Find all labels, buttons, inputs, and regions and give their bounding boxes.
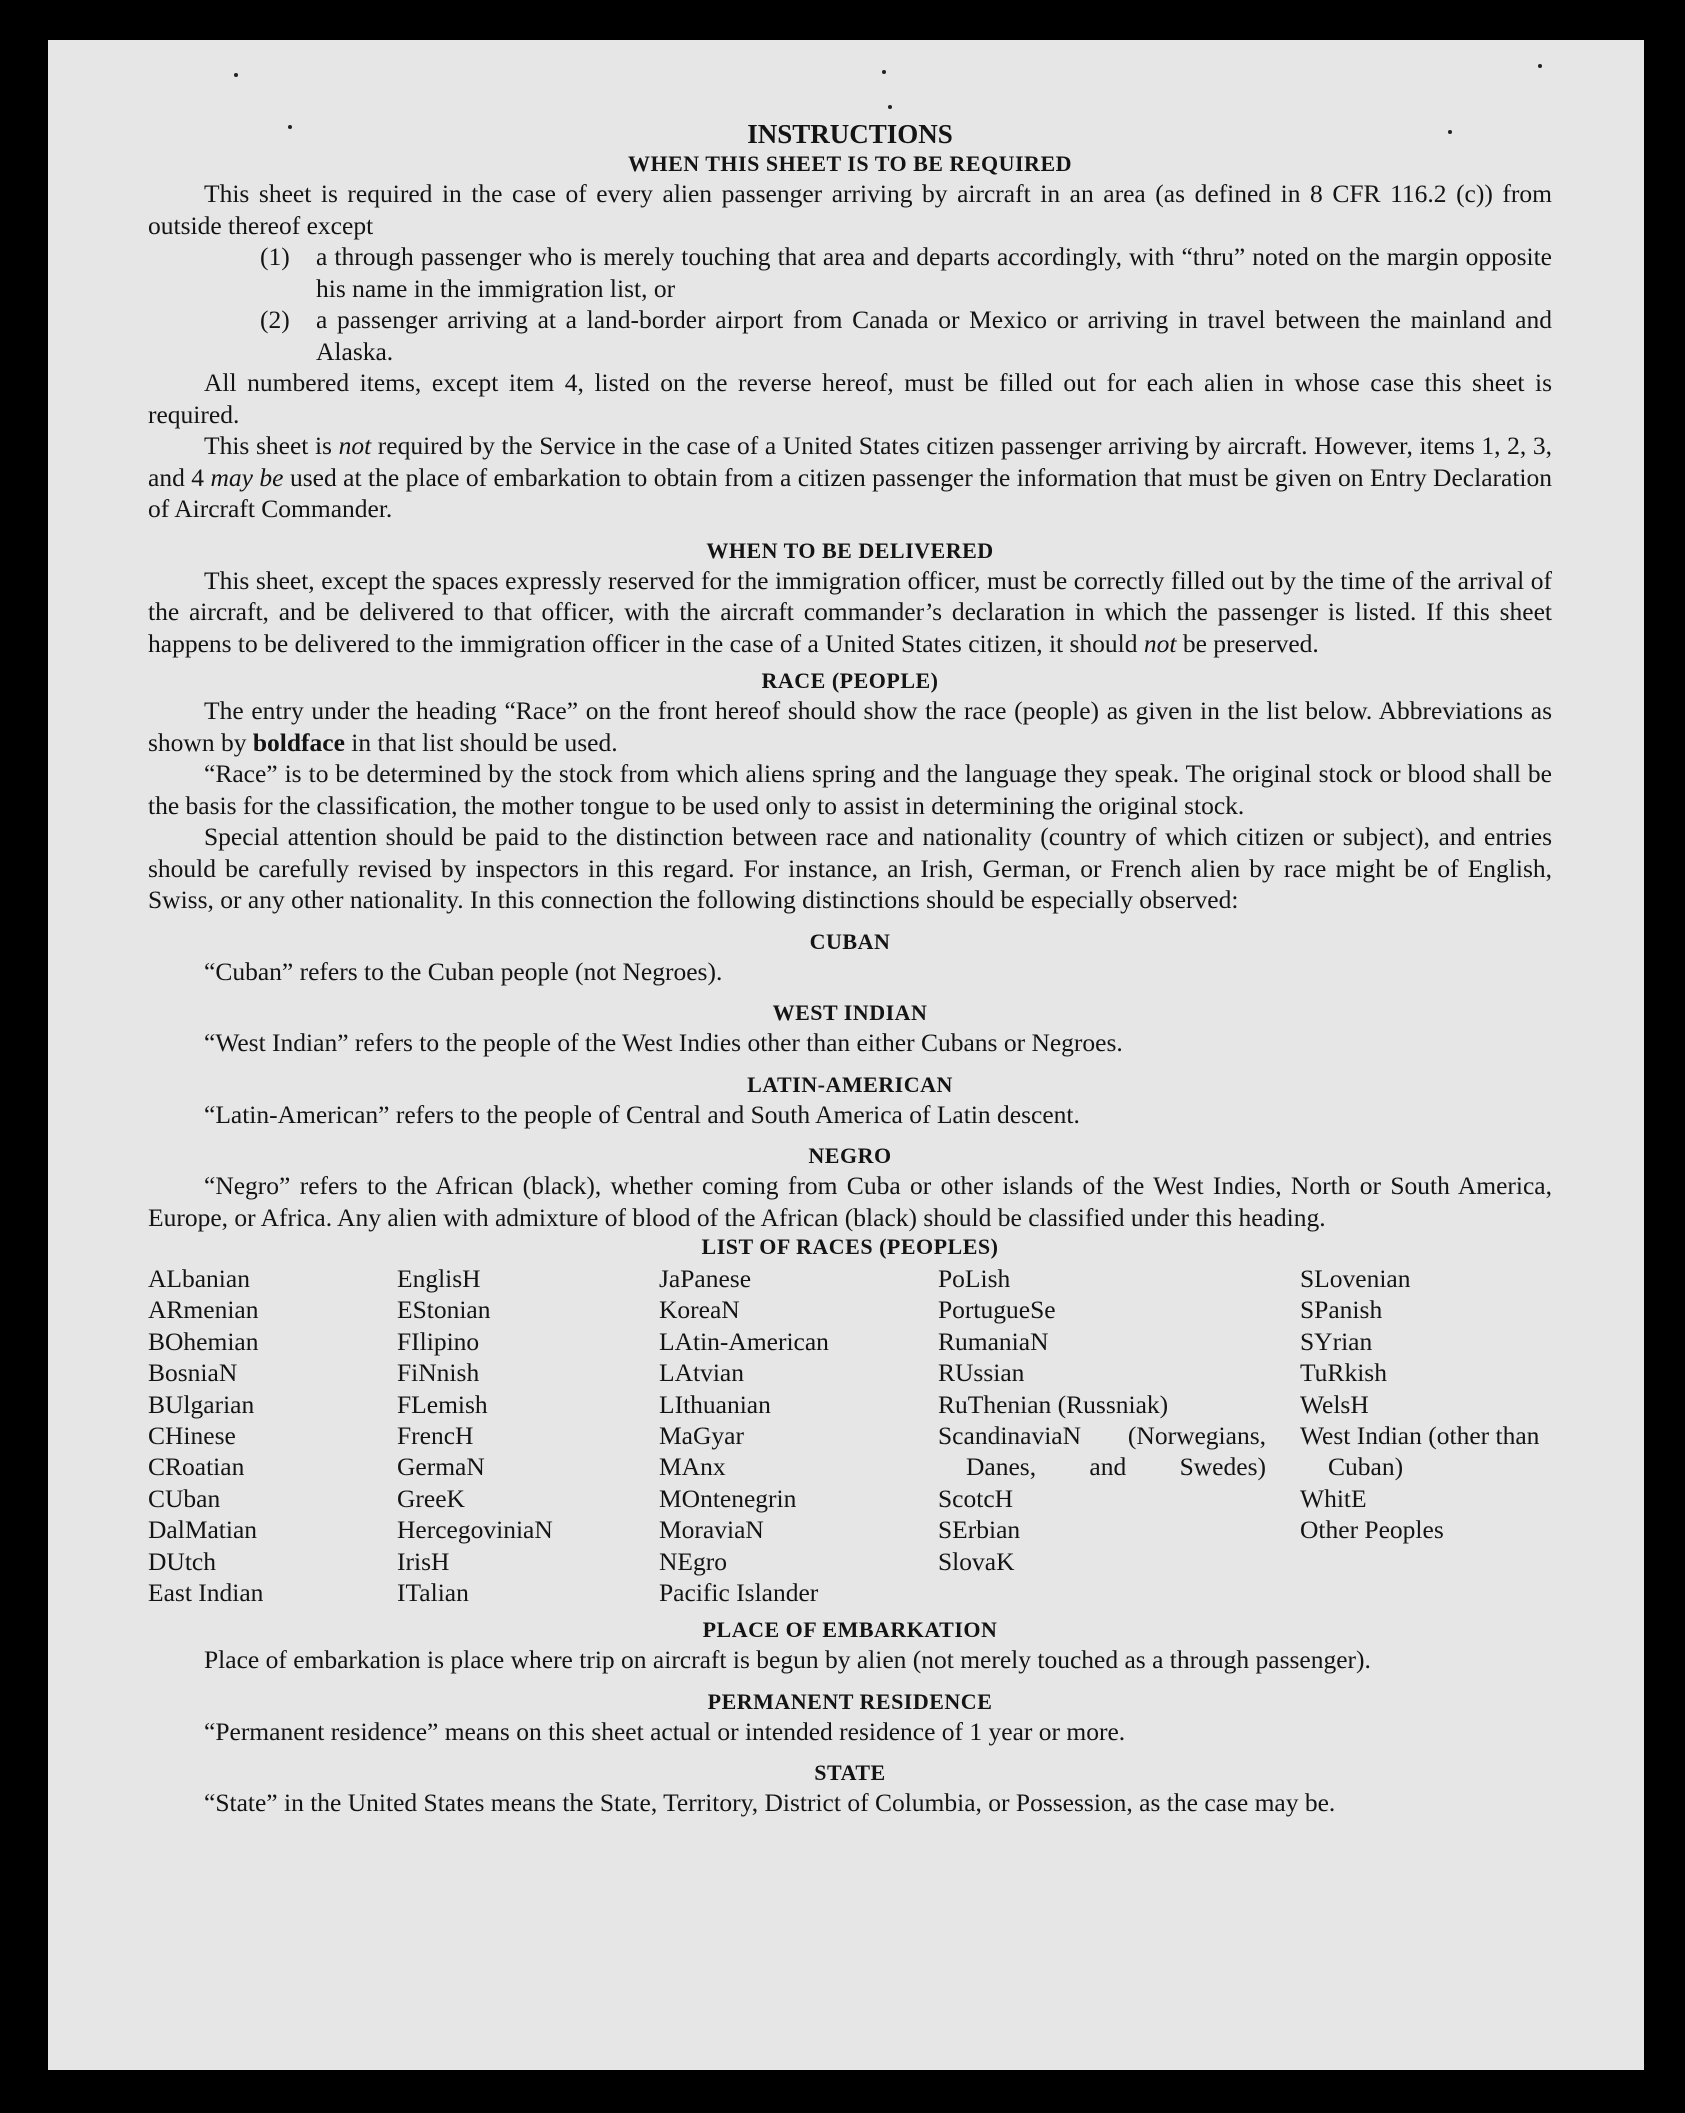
race-entry: RuThenian (Russniak) <box>938 1389 1169 1419</box>
race-entry: SYrian <box>1300 1326 1373 1356</box>
emphasis: not <box>1143 628 1177 658</box>
race-entry: LIthuanian <box>659 1389 771 1419</box>
paragraph <box>148 430 1552 525</box>
race-entry: TuRkish <box>1300 1358 1387 1388</box>
list-item <box>260 304 1552 367</box>
race-entry: ALbanian <box>148 1264 250 1293</box>
race-entry: ARmenian <box>148 1295 259 1325</box>
race-entry: SLovenian <box>1300 1264 1411 1293</box>
races-column <box>1300 1263 1588 1608</box>
races-column <box>148 1263 397 1608</box>
race-entry: WelsH <box>1300 1389 1369 1419</box>
race-entry: FIlipino <box>397 1326 480 1356</box>
heading-cuban: CUBAN <box>809 928 891 954</box>
race-entry: West Indian (other than Cuban) <box>1300 1421 1540 1482</box>
document-page <box>48 40 1644 2070</box>
race-entry: PoLish <box>938 1264 1011 1293</box>
race-entry: KoreaN <box>659 1295 740 1325</box>
race-entry: EnglisH <box>397 1264 481 1293</box>
scan-speck <box>288 125 292 129</box>
paragraph: This sheet is required in the case of every alien passenger arriving by aircraft in an area (as defined in 8 CFR 116.2 (c)) from outside thereof except <box>148 179 1552 240</box>
race-entry: CRoatian <box>148 1452 245 1482</box>
race-entry: ITalian <box>397 1578 469 1608</box>
text-run: be preserved. <box>1176 628 1319 658</box>
race-entry: BUlgarian <box>148 1389 255 1419</box>
paragraph: “Race” is to be determined by the stock from which aliens spring and the language they speak. The original stock or blood shall be the basis for the classification, the mother tongue to be used only to assist in determining the original stock. <box>148 759 1552 820</box>
race-entry: BosniaN <box>148 1358 238 1388</box>
race-entry: LAtin-American <box>659 1326 829 1356</box>
text-run: in that list should be used. <box>344 727 618 757</box>
race-entry: IrisH <box>397 1546 450 1576</box>
bold-run: boldface <box>252 727 345 757</box>
race-entry: SPanish <box>1300 1295 1383 1325</box>
race-entry: FrencH <box>397 1421 474 1451</box>
race-entry: Pacific Islander <box>659 1578 819 1608</box>
heading-race: RACE (PEOPLE) <box>761 668 939 693</box>
item-text: a through passenger who is merely touching that area and departs accordingly, with “thru” noted on the margin opposite his name in the immigration list, or <box>316 242 1552 303</box>
race-entry: FLemish <box>397 1389 488 1419</box>
heading-list-of-races: LIST OF RACES (PEOPLES) <box>701 1234 999 1259</box>
race-entry: MOntenegrin <box>659 1483 797 1513</box>
paragraph <box>148 565 1552 660</box>
heading-negro: NEGRO <box>808 1143 892 1168</box>
paragraph: “Latin-American” refers to the people of Central and South America of Latin descent. <box>204 1099 1080 1129</box>
heading-place-of-embarkation: PLACE OF EMBARKATION <box>702 1617 998 1643</box>
race-entry: SlovaK <box>938 1546 1015 1576</box>
text-run: The entry under the heading “Race” on the front hereof should show the race (people) as given in the list below. Abbreviations as shown by <box>148 696 1552 757</box>
paragraph: Special attention should be paid to the distinction between race and nationality (country of which citizen or subject), and entries should be carefully revised by inspectors in this regard. For instance, an Irish, German, or French alien by race might be of English, Swiss, or any other nationality. In this connection the following distinctions should be especially observed: <box>148 822 1552 914</box>
item-text: a passenger arriving at a land-border airport from Canada or Mexico or arriving in travel between the mainland and Alaska. <box>316 305 1552 366</box>
text-run: required by the Service in the case of a United States citizen passenger arriving by aircraft. However, items 1, 2, 3, and 4 <box>148 431 1552 492</box>
race-entry: GermaN <box>397 1452 485 1482</box>
text-run: This sheet is <box>204 431 339 460</box>
race-entry: EStonian <box>397 1295 491 1325</box>
page-title: INSTRUCTIONS <box>747 119 953 149</box>
races-column <box>397 1263 659 1608</box>
race-entry: ScandinaviaN (Norwegians, Danes, and Swedes) <box>938 1421 1266 1482</box>
races-column <box>938 1263 1300 1608</box>
paragraph <box>148 695 1552 758</box>
paragraph: “State” in the United States means the State, Territory, District of Columbia, or Possession, as the case may be. <box>204 1788 1336 1818</box>
paragraph: “West Indian” refers to the people of the West Indies other than either Cubans or Negroes. <box>204 1028 1123 1057</box>
scan-speck <box>888 105 892 109</box>
race-entry: Other Peoples <box>1300 1515 1444 1545</box>
paragraph: All numbered items, except item 4, listed on the reverse hereof, must be filled out for each alien in whose case this sheet is required. <box>148 368 1552 429</box>
heading-when-delivered: WHEN TO BE DELIVERED <box>706 537 994 563</box>
paragraph: “Permanent residence” means on this sheet actual or intended residence of 1 year or more. <box>204 1716 1126 1746</box>
paragraph: “Cuban” refers to the Cuban people (not Negroes). <box>204 956 723 986</box>
list-item <box>260 241 1552 304</box>
heading-west-indian: WEST INDIAN <box>772 1000 928 1025</box>
races-table <box>148 1263 1552 1608</box>
race-entry: MoraviaN <box>659 1515 764 1545</box>
race-entry: WhitE <box>1300 1483 1367 1513</box>
heading-state: STATE <box>814 1760 886 1786</box>
race-entry: BOhemian <box>148 1326 259 1356</box>
heading-latin-american: LATIN-AMERICAN <box>747 1071 953 1097</box>
race-entry: SErbian <box>938 1515 1021 1545</box>
text-run: This sheet, except the spaces expressly reserved for the immigration officer, must be correctly filled out by the time of the arrival of the aircraft, and be delivered to that officer, with the aircraft commander’s declaration in which the passenger is listed. If this sheet happens to be delivered to the immigration officer in the case of a United States citizen, it should <box>148 565 1552 658</box>
scan-speck <box>882 70 886 74</box>
race-entry: East Indian <box>148 1578 264 1608</box>
scan-speck <box>234 73 238 77</box>
race-entry: ScotcH <box>938 1483 1014 1513</box>
paragraph: Place of embarkation is place where trip on aircraft is begun by alien (not merely touched as a through passenger). <box>204 1645 1371 1675</box>
item-number: (2) <box>260 305 290 334</box>
scan-speck <box>1448 130 1452 134</box>
races-column <box>659 1263 938 1608</box>
race-entry: PortugueSe <box>938 1295 1056 1325</box>
race-entry: DalMatian <box>148 1515 258 1545</box>
race-entry: FiNnish <box>397 1358 480 1388</box>
race-entry: MaGyar <box>659 1421 744 1451</box>
race-entry: CUban <box>148 1483 221 1513</box>
item-number: (1) <box>260 242 290 271</box>
heading-permanent-residence: PERMANENT RESIDENCE <box>707 1688 993 1714</box>
paragraph: “Negro” refers to the African (black), whether coming from Cuba or other islands of the West Indies, North or South America, Europe, or Africa. Any alien with admixture of blood of the African (black) should be classified under this heading. <box>148 1171 1552 1232</box>
race-entry: NEgro <box>659 1546 727 1576</box>
scan-speck <box>1538 64 1542 68</box>
race-entry: HercegoviniaN <box>397 1515 553 1545</box>
race-entry: JaPanese <box>659 1264 752 1293</box>
heading-when-required: WHEN THIS SHEET IS TO BE REQUIRED <box>627 151 1073 176</box>
race-entry: GreeK <box>397 1483 465 1513</box>
race-entry: DUtch <box>148 1546 216 1576</box>
race-entry: RumaniaN <box>938 1326 1049 1356</box>
text-run: used at the place of embarkation to obtain from a citizen passenger the information that must be given on Entry Declaration of Aircraft Commander. <box>148 462 1552 523</box>
race-entry: LAtvian <box>659 1358 744 1388</box>
race-entry: MAnx <box>659 1452 726 1482</box>
race-entry: CHinese <box>148 1421 236 1451</box>
emphasis: not <box>338 431 372 460</box>
emphasis: may be <box>210 462 284 492</box>
race-entry: RUssian <box>938 1358 1025 1388</box>
